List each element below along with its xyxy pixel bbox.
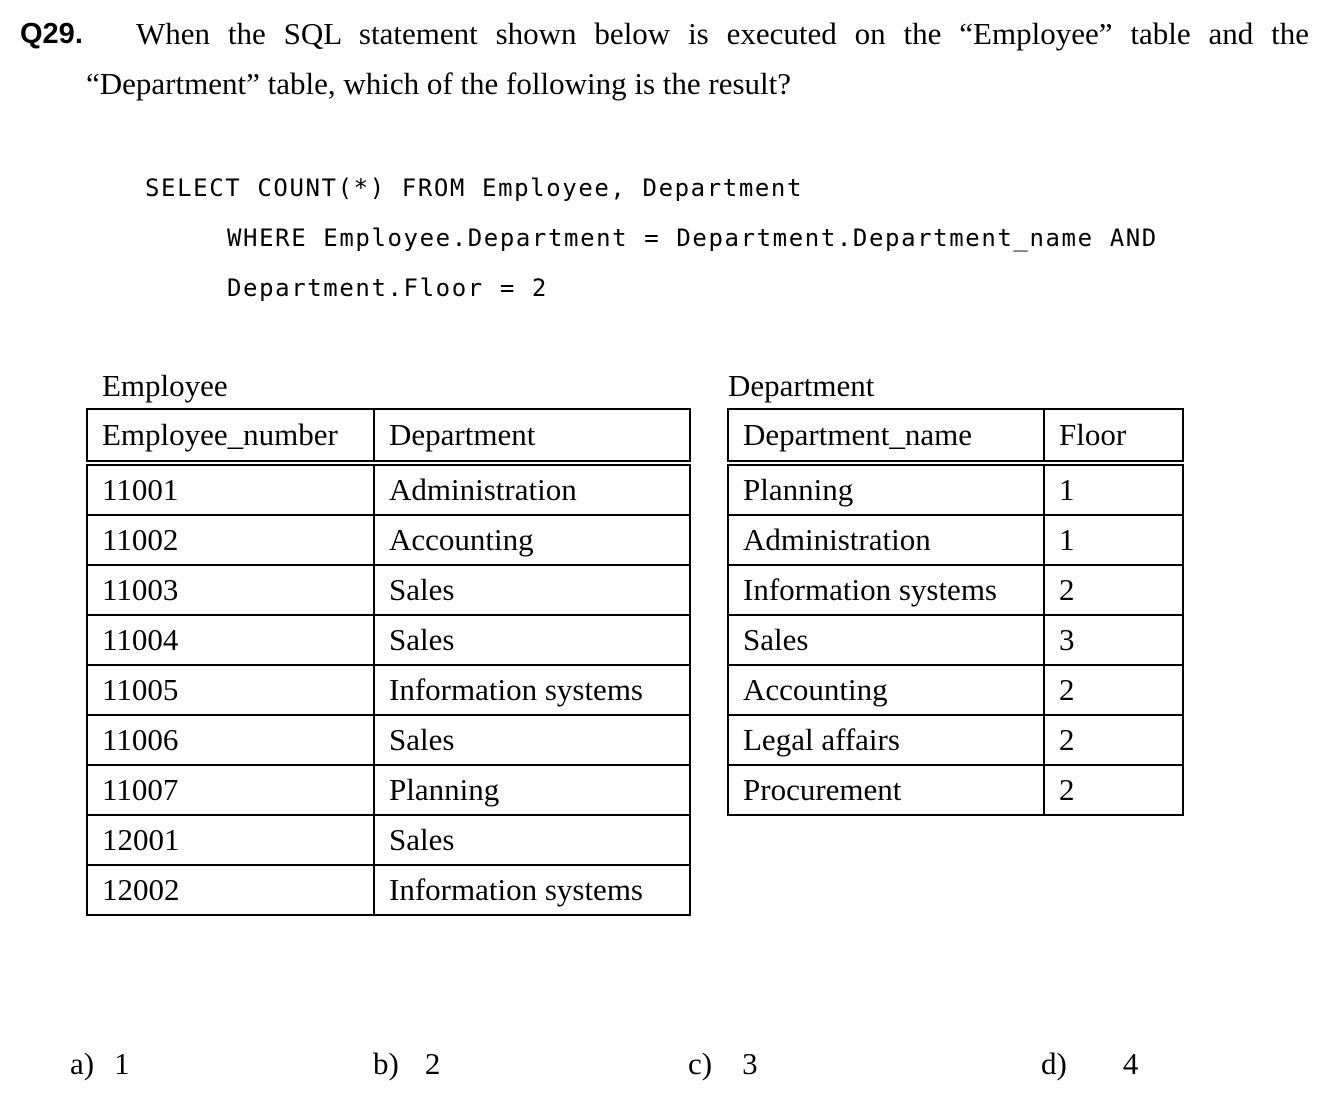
department-table — [727, 408, 1184, 816]
option-label: a) — [70, 1046, 95, 1081]
department-name-cell: Planning — [728, 463, 1044, 515]
employee-number-cell: 11002 — [87, 515, 374, 565]
question-number: Q29. — [20, 18, 83, 50]
column-header: Department — [374, 409, 690, 463]
department-name-cell: Legal affairs — [728, 715, 1044, 765]
floor-cell: 3 — [1044, 615, 1183, 665]
answer-option-d[interactable] — [1041, 1044, 1138, 1084]
employee-number-cell: 11003 — [87, 565, 374, 615]
sql-line-3: Department.Floor = 2 — [227, 274, 548, 302]
sql-line-1: SELECT COUNT(*) FROM Employee, Department — [145, 174, 804, 202]
employee-table-header-row — [87, 409, 690, 463]
floor-cell: 2 — [1044, 765, 1183, 815]
department-cell: Sales — [374, 615, 690, 665]
employee-table — [86, 408, 691, 916]
department-name-cell: Administration — [728, 515, 1044, 565]
table-row — [87, 715, 690, 765]
department-cell: Sales — [374, 565, 690, 615]
table-row — [87, 765, 690, 815]
employee-number-cell: 11004 — [87, 615, 374, 665]
employee-number-cell: 11006 — [87, 715, 374, 765]
option-label: c) — [688, 1046, 713, 1081]
department-cell: Information systems — [374, 665, 690, 715]
floor-cell: 1 — [1044, 515, 1183, 565]
question-text-line-1: When the SQL statement shown below is executed on the “Employee” table and the — [136, 16, 1309, 51]
column-header: Floor — [1044, 409, 1183, 463]
table-row — [728, 715, 1183, 765]
table-row — [87, 615, 690, 665]
department-name-cell: Sales — [728, 615, 1044, 665]
option-value: 4 — [1122, 1046, 1139, 1081]
table-row — [728, 463, 1183, 515]
table-row — [87, 815, 690, 865]
sql-line-2: WHERE Employee.Department = Department.Department_name AND — [227, 224, 1158, 252]
table-row — [728, 665, 1183, 715]
employee-number-cell: 12001 — [87, 815, 374, 865]
question-text-line-2: “Department” table, which of the following is the result? — [86, 66, 792, 101]
floor-cell: 2 — [1044, 665, 1183, 715]
table-row — [87, 515, 690, 565]
department-name-cell: Information systems — [728, 565, 1044, 615]
employee-number-cell: 11001 — [87, 463, 374, 515]
answer-option-b[interactable] — [373, 1044, 440, 1084]
option-label: b) — [373, 1046, 399, 1081]
employee-number-cell: 11007 — [87, 765, 374, 815]
answer-option-a[interactable] — [70, 1044, 130, 1084]
answer-option-c[interactable] — [688, 1044, 758, 1084]
option-value: 3 — [742, 1046, 758, 1081]
department-table-caption: Department — [728, 368, 875, 403]
floor-cell: 2 — [1044, 565, 1183, 615]
table-row — [87, 665, 690, 715]
department-cell: Information systems — [374, 865, 690, 915]
table-row — [87, 865, 690, 915]
column-header: Employee_number — [87, 409, 374, 463]
column-header: Department_name — [728, 409, 1044, 463]
department-name-cell: Accounting — [728, 665, 1044, 715]
department-table-header-row — [728, 409, 1183, 463]
table-row — [728, 515, 1183, 565]
department-cell: Administration — [374, 463, 690, 515]
option-label: d) — [1041, 1046, 1067, 1081]
option-value: 1 — [114, 1046, 130, 1081]
department-cell: Accounting — [374, 515, 690, 565]
employee-number-cell: 12002 — [87, 865, 374, 915]
option-value: 2 — [424, 1046, 441, 1081]
floor-cell: 2 — [1044, 715, 1183, 765]
table-row — [87, 463, 690, 515]
employee-number-cell: 11005 — [87, 665, 374, 715]
table-row — [728, 765, 1183, 815]
table-row — [728, 565, 1183, 615]
department-cell: Sales — [374, 815, 690, 865]
department-cell: Planning — [374, 765, 690, 815]
floor-cell: 1 — [1044, 463, 1183, 515]
employee-table-caption: Employee — [102, 368, 228, 403]
table-row — [728, 615, 1183, 665]
department-name-cell: Procurement — [728, 765, 1044, 815]
department-cell: Sales — [374, 715, 690, 765]
table-row — [87, 565, 690, 615]
